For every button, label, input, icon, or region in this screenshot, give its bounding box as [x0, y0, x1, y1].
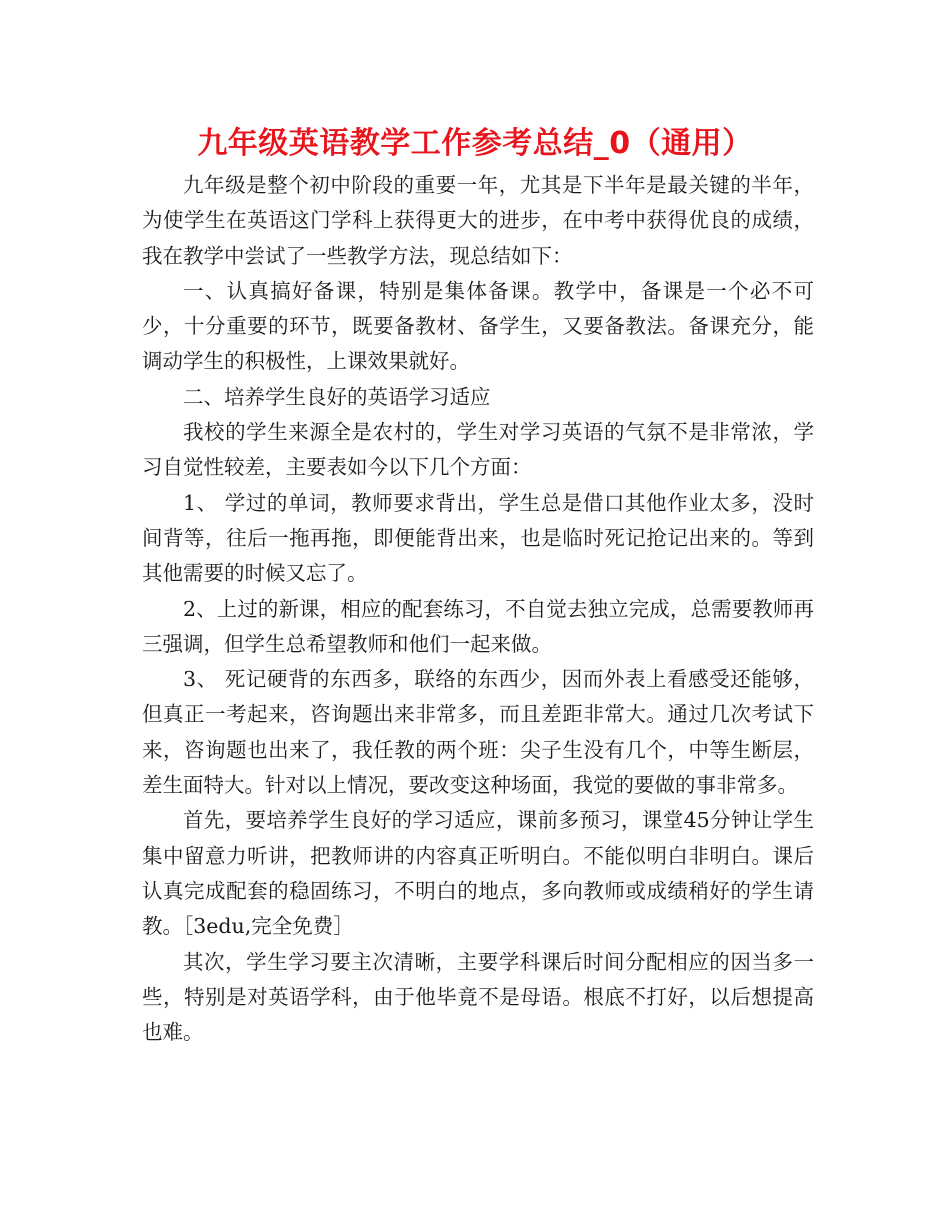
paragraph-section-one: 一、认真搞好备课，特别是集体备课。教学中，备课是一个必不可少，十分重要的环节，既要备教材、备学生，又要备教法。备课充分，能调动学生的积极性，上课效果就好。 — [142, 278, 814, 374]
paragraph-student-background: 我校的学生来源全是农村的，学生对学习英语的气氛不是非常浓，学习自觉性较差，主要表如今以下几个方面： — [142, 420, 814, 480]
document-title: 九年级英语教学工作参考总结_0（通用） — [197, 126, 753, 161]
paragraph-point-three: 3、 死记硬背的东西多，联络的东西少，因而外表上看感受还能够，但真正一考起来，咨询题出来非常多，而且差距非常大。通过几次考试下来，咨询题也出来了，我任教的两个班：尖子生没有几个，中等生断层，差生面特大。针对以上情况，要改变这种场面，我觉的要做的事非常多。 — [142, 667, 814, 798]
document-body — [142, 168, 814, 1050]
paragraph-point-one: 1、 学过的单词，教师要求背出，学生总是借口其他作业太多，没时间背等，往后一拖再拖，即便能背出来，也是临时死记抢记出来的。等到其他需要的时候又忘了。 — [142, 490, 814, 586]
paragraph-second: 其次，学生学习要主次清晰，主要学科课后时间分配相应的因当多一些，特别是对英语学科，由于他毕竟不是母语。根底不打好，以后想提高也难。 — [142, 949, 814, 1045]
paragraph-first: 首先，要培养学生良好的学习适应，课前多预习，课堂45分钟让学生集中留意力听讲，把教师讲的内容真正听明白。不能似明白非明白。课后认真完成配套的稳固练习，不明白的地点，多向教师或成绩稍好的学生请教。［3edu,完全免费］ — [142, 808, 814, 939]
paragraph-section-two-heading: 二、培养学生良好的英语学习适应 — [183, 384, 491, 409]
paragraph-intro: 九年级是整个初中阶段的重要一年，尤其是下半年是最关键的半年，为使学生在英语这门学科上获得更大的进步，在中考中获得优良的成绩，我在教学中尝试了一些教学方法，现总结如下： — [142, 173, 814, 268]
paragraph-point-two: 2、上过的新课，相应的配套练习，不自觉去独立完成，总需要教师再三强调，但学生总希望教师和他们一起来做。 — [142, 596, 814, 656]
